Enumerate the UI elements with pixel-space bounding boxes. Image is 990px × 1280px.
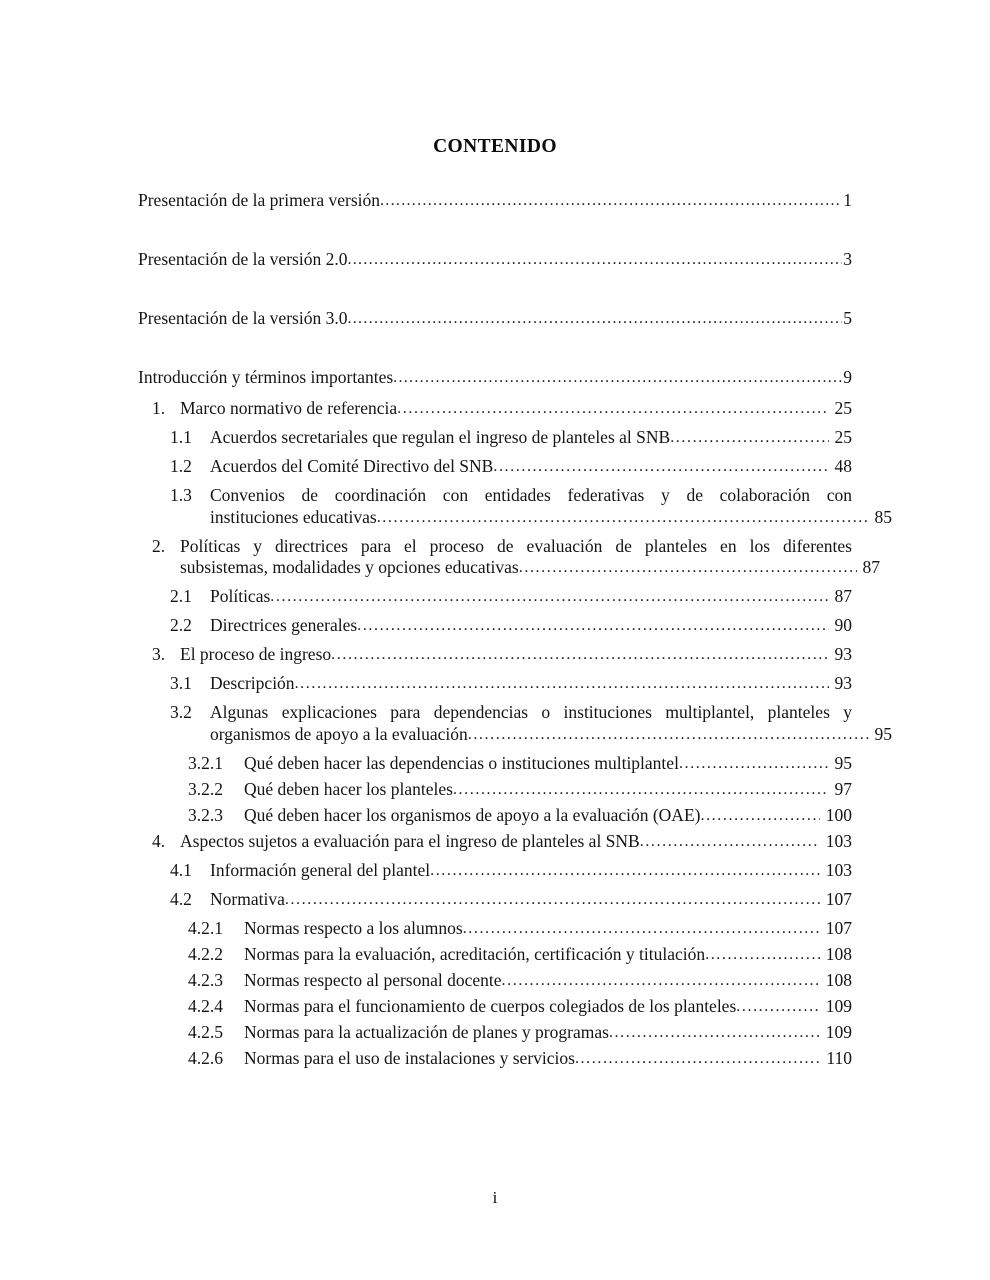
toc-entry-page: 93 [834,673,852,693]
toc-entry-label: Políticas [210,586,271,606]
dot-leader [453,782,829,798]
toc-entry-number: 4. [152,830,166,851]
toc-entry-label: Normativa [210,888,285,909]
dot-leader [397,401,828,417]
toc-entry-label: Normas para el funcionamiento de cuerpos colegiados de los planteles [244,995,737,1016]
toc-entry-number: 3.2.2 [188,778,223,799]
dot-leader [609,1025,820,1041]
toc-entry-label: Descripción [210,673,295,693]
toc-entry-page: 109 [825,995,852,1016]
toc-entry-1[interactable] [138,400,852,418]
toc-entry-2-1[interactable] [138,588,852,606]
dot-leader [270,589,828,605]
toc-entry-page: 109 [825,1021,852,1042]
toc-entry-number: 3.2 [170,702,192,722]
dot-leader [519,560,857,576]
page-folio: i [492,1188,498,1207]
dot-leader [377,510,869,526]
toc-entry-front-1[interactable] [138,251,852,269]
toc-entry-page: 90 [834,615,852,635]
toc-entry-4-2-5[interactable] [138,1021,852,1042]
toc-entry-label: Introducción y términos importantes [138,367,394,387]
toc-entry-3-2-3[interactable] [138,804,852,825]
toc-entry-2-2[interactable] [138,617,852,635]
toc-entry-label: Normas respecto a los alumnos [244,917,463,938]
toc-entry-number: 4.2.2 [188,943,223,964]
toc-entry-label: Presentación de la versión 3.0 [138,308,348,328]
dot-leader [357,618,828,634]
toc-entry-label: Normas para el uso de instalaciones y servicios [244,1047,575,1068]
toc-entry-4-1[interactable] [138,859,852,880]
toc-entry-4-2-6[interactable] [138,1047,852,1068]
dot-leader [705,947,820,963]
dot-leader [575,1051,820,1067]
dot-leader [640,834,820,850]
toc-entry-number: 1.2 [170,456,192,476]
toc-entry-number: 1.1 [170,427,192,447]
toc-entry-page: 25 [834,398,852,418]
toc-entry-label: Marco normativo de referencia [180,398,398,418]
toc-entry-number: 4.2.5 [188,1021,223,1042]
toc-entry-label: Acuerdos del Comité Directivo del SNB [210,456,494,476]
toc-entry-label: Presentación de la versión 2.0 [138,249,348,269]
dot-leader [380,193,842,209]
toc-entry-page: 87 [862,557,880,577]
dot-leader [393,370,842,386]
toc-entry-introduccion[interactable] [138,369,852,387]
toc-entry-page: 93 [834,644,852,664]
toc-entry-1-2[interactable] [138,458,852,476]
toc-entry-1-3[interactable] [138,485,892,527]
toc-entry-front-0[interactable] [138,192,852,210]
toc-entry-page: 25 [834,427,852,447]
toc-entry-2[interactable] [138,535,880,578]
toc-entry-label: Qué deben hacer las dependencias o instituciones multiplantel [244,752,679,773]
toc-entry-number: 2.2 [170,615,192,635]
toc-entry-4-2-4[interactable] [138,995,852,1016]
toc-entry-page: 108 [825,943,852,964]
dot-leader [430,863,820,879]
toc-entry-page: 108 [825,969,852,990]
table-of-contents [138,190,892,1076]
toc-entry-number: 3. [152,644,166,664]
toc-entry-3-2-2[interactable] [138,778,852,799]
dot-leader [670,430,828,446]
toc-entry-number: 4.2 [170,888,192,909]
toc-entry-label: Directrices generales [210,615,358,635]
toc-entry-page: 1 [843,190,852,210]
toc-entry-number: 4.2.1 [188,917,223,938]
page-title: CONTENIDO [433,136,557,157]
toc-entry-page: 107 [825,888,852,909]
toc-entry-label-line1: Algunas explicaciones para dependencias o instituciones multiplantel, planteles y [210,702,852,722]
toc-entry-number: 2.1 [170,586,192,606]
toc-entry-4[interactable] [138,830,852,851]
toc-entry-page: 103 [825,859,852,880]
toc-entry-front-2[interactable] [138,310,852,328]
toc-entry-4-2-2[interactable] [138,943,852,964]
toc-entry-3-1[interactable] [138,675,852,693]
toc-entry-number: 4.2.3 [188,969,223,990]
toc-entry-label: Normas para la actualización de planes y programas [244,1021,609,1042]
toc-entry-page: 107 [825,917,852,938]
dot-leader [679,756,829,772]
dot-leader [331,647,828,663]
toc-entry-label-line1: Convenios de coordinación con entidades federativas y de colaboración con [210,485,852,505]
toc-entry-label-line2: instituciones educativas [210,506,377,527]
toc-entry-page: 48 [834,456,852,476]
toc-entry-page: 9 [843,367,852,387]
toc-entry-1-1[interactable] [138,429,852,447]
toc-entry-number: 1. [152,398,166,418]
toc-entry-4-2-3[interactable] [138,969,852,990]
dot-leader [736,999,819,1015]
toc-entry-page: 95 [874,723,892,744]
toc-entry-number: 4.2.4 [188,995,223,1016]
toc-entry-number: 2. [152,535,166,556]
toc-entry-page: 110 [826,1047,852,1068]
toc-entry-label: Qué deben hacer los planteles [244,778,453,799]
toc-entry-number: 3.1 [170,673,192,693]
dot-leader [285,892,820,908]
toc-entry-4-2[interactable] [138,888,852,909]
toc-entry-page: 87 [834,586,852,606]
dot-leader [468,727,869,743]
toc-entry-page: 100 [825,804,852,825]
toc-entry-page: 97 [834,778,852,799]
toc-entry-label: Qué deben hacer los organismos de apoyo a la evaluación (OAE) [244,804,701,825]
toc-entry-label: Aspectos sujetos a evaluación para el ingreso de planteles al SNB [180,830,640,851]
toc-entry-3-2-1[interactable] [138,752,852,773]
dot-leader [493,459,828,475]
dot-leader [700,808,819,824]
toc-entry-number: 4.2.6 [188,1047,223,1068]
toc-entry-page: 85 [874,506,892,527]
dot-leader [347,252,842,268]
toc-entry-number: 1.3 [170,485,192,505]
toc-entry-label: Normas respecto al personal docente [244,969,502,990]
toc-entry-label-line2: organismos de apoyo a la evaluación [210,723,468,744]
toc-entry-3-2[interactable] [138,702,892,744]
toc-entry-label: Normas para la evaluación, acreditación, certificación y titulación [244,943,706,964]
toc-entry-number: 4.1 [170,859,192,880]
toc-entry-page: 3 [843,249,852,269]
toc-entry-page: 103 [825,830,852,851]
toc-entry-label-line1: Políticas y directrices para el proceso de evaluación de planteles en los diferentes [180,535,852,556]
toc-entry-3[interactable] [138,646,852,664]
toc-entry-number: 3.2.3 [188,804,223,825]
dot-leader [295,676,829,692]
dot-leader [502,973,820,989]
toc-entry-page: 95 [834,752,852,773]
toc-entry-page: 5 [843,308,852,328]
toc-entry-label-line2: subsistemas, modalidades y opciones educativas [180,557,519,577]
toc-entry-label: Presentación de la primera versión [138,190,380,210]
toc-entry-4-2-1[interactable] [138,917,852,938]
dot-leader [347,311,842,327]
toc-entry-number: 3.2.1 [188,752,223,773]
toc-entry-label: Acuerdos secretariales que regulan el ingreso de planteles al SNB [210,427,671,447]
dot-leader [463,921,820,937]
toc-entry-label: El proceso de ingreso [180,644,332,664]
toc-entry-label: Información general del plantel [210,859,431,880]
